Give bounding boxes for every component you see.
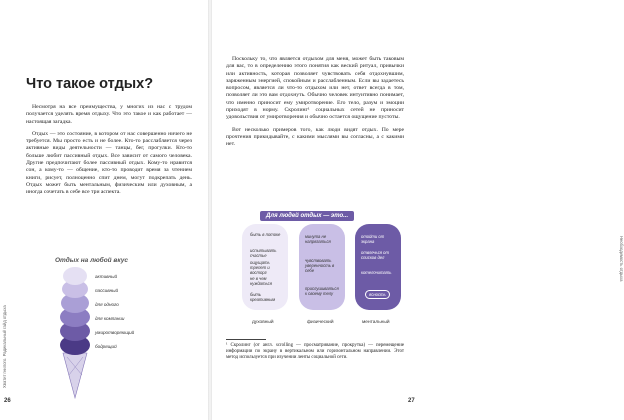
column-mental	[355, 224, 401, 310]
list-item: не в чем нуждаться	[250, 276, 272, 286]
scoop-label: бодрящий	[95, 344, 117, 349]
left-page	[0, 0, 208, 420]
right-body-text	[226, 56, 404, 154]
list-item: быть в потоке	[250, 232, 281, 237]
page-number: 26	[4, 398, 11, 404]
page-number: 27	[408, 398, 415, 404]
column-physical	[299, 224, 345, 310]
footnote-divider	[226, 339, 266, 340]
illustration-title: Отдых на любой вкус	[55, 257, 128, 264]
column-label: физический	[307, 320, 334, 325]
column-label: ментальный	[362, 320, 390, 325]
scoop-label: активный	[95, 274, 118, 279]
paragraph: Поскольку то, что является отдыхом для меня, может быть таковым для вас, то в определению этого понятия как веский ритуал, привычки или активность, которая позволяет чувствовать себя отдохнувшим, заряженным энергией, спокойным и расслабленным. Если вы задаетесь вопросом, является ли что-то отдыхом или нет, ответ всегда в том, позволяет ли это вам отдохнуть. Обычно человек интуитивно понимает, что именно приносит ему умиротворение. Его тело, разум и эмоции приходят в норму. Скролинг¹ социальных сетей не приносит удовольствия от умиротворения и обычно остается ощущение пустоты.	[226, 56, 404, 121]
list-item: отойти от экрана	[361, 234, 385, 244]
list-item: прислушиваться к своему телу	[305, 286, 339, 296]
ice-cream-illustration	[55, 265, 95, 400]
list-item: испытывать счастье	[250, 248, 277, 258]
page-title: Что такое отдых?	[26, 76, 154, 92]
list-item: ощущать трепет и восторг	[250, 260, 270, 275]
running-side-text: Необходимость отдыха	[619, 236, 624, 282]
column-spiritual	[242, 224, 288, 310]
footnote: ¹ Скролинг (от англ. scrolling — просматривание, прокрутка) — перемещение информации по экрану в вертикальном или горизонтальном направлении. Этот метод используется при изучении ленты социальной сети.	[226, 343, 404, 361]
diagram-title: Для людей отдых — это...	[260, 211, 354, 221]
list-item: минута не напрягаться	[305, 234, 331, 244]
list-item: быть креативным	[250, 292, 276, 302]
ice-cream-cone-icon	[63, 353, 87, 398]
list-item: отвлечься от списков дел	[361, 250, 389, 260]
list-item: котелочитать	[361, 270, 392, 275]
scoop-label: умиротворяющий	[95, 330, 135, 335]
list-item: чувствовать уверенность в себе	[305, 258, 335, 273]
paragraph: Отдых — это состояние, в котором от нас совершенно ничего не требуется. Мы просто есть и не более. Кто-то расслабляется через активные виды деятельности — танцы, бег, прогулки. Кто-то больше любит пассивный отдых. Все зависит от самого человека. Другие предпочитают более пассивный отдых. Кому-то нравится сон, а кому-то — общение, кто-то проводит время за чтением книги, рисует, полноценно спит днем, могут подкрепать день. Отдых может быть ментальным, физическим или духовным, а иногда сочетать в себе все три аспекта.	[26, 130, 192, 196]
list-item: ясность	[365, 290, 390, 299]
paragraph: Несмотря на все преимущества, у многих из нас с трудом получается уделять время отдыху. Что это такое и как работает — настоящая загадка.	[26, 104, 192, 125]
scoop-label: пассивный	[95, 288, 119, 293]
column-label: духовный	[252, 320, 274, 325]
scoop-label: для компании	[95, 316, 125, 321]
left-body-text	[26, 104, 192, 202]
paragraph: Вот несколько примеров того, как люди видят отдых. По мере прочтения прикидывайте, с какими мыслями вы согласны, а с какими нет.	[226, 126, 404, 148]
running-side-text: Хватит гнилого. Радикальный гайд отдыха	[2, 305, 7, 388]
scoop-label: для одного	[95, 302, 119, 307]
right-page	[212, 0, 624, 420]
